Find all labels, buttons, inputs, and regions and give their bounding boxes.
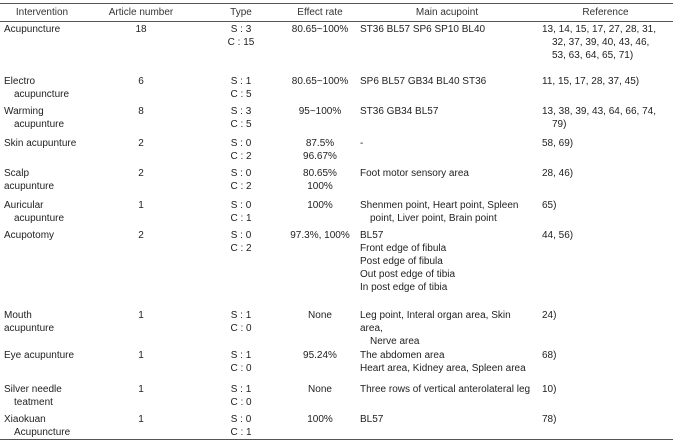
- intervention-cell: [0, 22, 84, 74]
- main-acupoint-cell-line: BL57: [360, 229, 384, 241]
- type-cell-line: C : 5: [230, 88, 252, 100]
- article-number-cell-line: 1: [138, 349, 144, 361]
- article-number-cell-line: 1: [138, 413, 144, 425]
- intervention-cell: [0, 136, 84, 166]
- effect-rate-cell-line: 80.65~100%: [291, 24, 349, 35]
- type-cell: [198, 228, 284, 308]
- main-acupoint-cell: [356, 382, 538, 412]
- reference-cell: [538, 228, 673, 308]
- intervention-cell-line: acupuncture: [14, 88, 70, 100]
- type-cell-line: S : 1: [230, 75, 252, 87]
- intervention-cell-line: Electro: [4, 75, 36, 87]
- effect-rate-cell-line: 80.65%: [303, 167, 337, 179]
- article-number-cell: [84, 22, 198, 74]
- reference-cell-line: 32, 37, 39, 40, 43, 46,: [552, 37, 650, 48]
- type-cell-line: C : 0: [230, 396, 252, 408]
- header-intervention: Intervention: [0, 4, 84, 22]
- intervention-cell-line: Auricular: [4, 199, 44, 211]
- main-acupoint-cell: [356, 166, 538, 198]
- effect-rate-cell: [284, 382, 356, 412]
- main-acupoint-cell-line: Foot motor sensory area: [360, 167, 469, 179]
- effect-rate-cell-line: 87.5%: [305, 137, 335, 149]
- article-number-cell: [84, 104, 198, 136]
- main-acupoint-cell: [356, 412, 538, 440]
- article-number-cell: [84, 228, 198, 308]
- main-acupoint-cell-line: Three rows of vertical anterolateral leg: [360, 383, 531, 395]
- table-row: [0, 22, 673, 74]
- main-acupoint-cell-line: BL57: [360, 413, 384, 425]
- main-acupoint-cell: [356, 228, 538, 308]
- effect-rate-cell: [284, 22, 356, 74]
- reference-cell: [538, 104, 673, 136]
- table-row: [0, 198, 673, 228]
- effect-rate-cell: [284, 198, 356, 228]
- main-acupoint-cell: [356, 22, 538, 74]
- header-effect-rate: Effect rate: [284, 4, 356, 22]
- main-acupoint-cell: [356, 104, 538, 136]
- intervention-cell-line: acupunture: [14, 118, 65, 130]
- type-cell-line: C : 2: [230, 150, 252, 162]
- effect-rate-cell-line: 95.24%: [303, 349, 337, 361]
- type-cell-line: C : 0: [230, 362, 252, 374]
- type-cell: [198, 74, 284, 104]
- header-reference: Reference: [538, 4, 673, 22]
- intervention-cell-line: Eye acupunture: [4, 349, 75, 361]
- main-acupoint-cell-line: Shenmen point, Heart point, Spleen: [360, 199, 519, 211]
- intervention-cell-line: Silver needle: [4, 383, 62, 395]
- type-cell: [198, 166, 284, 198]
- type-cell-line: S : 3: [230, 105, 252, 117]
- effect-rate-cell: [284, 74, 356, 104]
- reference-cell: [538, 348, 673, 382]
- article-number-cell: [84, 308, 198, 348]
- main-acupoint-cell-line: Nerve area: [370, 335, 420, 347]
- article-number-cell-line: 18: [135, 24, 147, 35]
- article-number-cell-line: 2: [138, 229, 144, 241]
- main-acupoint-cell-line: SP6 BL57 GB34 BL40 ST36: [360, 75, 487, 87]
- effect-rate-cell: [284, 348, 356, 382]
- type-cell-line: S : 1: [230, 383, 252, 395]
- reference-cell: [538, 22, 673, 74]
- intervention-cell: [0, 104, 84, 136]
- intervention-cell: [0, 74, 84, 104]
- type-cell-line: C : 15: [227, 37, 255, 48]
- intervention-cell-line: acupunture: [14, 212, 65, 224]
- effect-rate-cell: [284, 166, 356, 198]
- effect-rate-cell: [284, 412, 356, 440]
- type-cell-line: C : 1: [230, 212, 252, 224]
- effect-rate-cell-line: 100%: [307, 413, 333, 425]
- reference-cell-line: 78): [542, 413, 557, 425]
- header-article-number: Article number: [84, 4, 198, 22]
- effect-rate-cell-line: 100%: [307, 180, 333, 192]
- intervention-cell-line: Acupuncture: [4, 24, 61, 35]
- intervention-cell-line: Acupotomy: [4, 229, 55, 241]
- intervention-cell: [0, 166, 84, 198]
- intervention-cell-line: Acupuncture: [14, 426, 71, 438]
- article-number-cell-line: 2: [138, 167, 144, 179]
- main-acupoint-cell: [356, 198, 538, 228]
- type-cell-line: C : 2: [230, 180, 252, 192]
- article-number-cell-line: 1: [138, 199, 144, 211]
- reference-cell: [538, 308, 673, 348]
- main-acupoint-cell-line: Heart area, Kidney area, Spleen area: [360, 362, 526, 374]
- type-cell-line: S : 0: [230, 229, 252, 241]
- table-row: [0, 228, 673, 308]
- reference-cell-line: 10): [542, 383, 557, 395]
- type-cell: [198, 382, 284, 412]
- effect-rate-cell-line: None: [308, 383, 332, 395]
- intervention-cell-line: Xiaokuan: [4, 413, 46, 425]
- article-number-cell-line: 2: [138, 137, 144, 149]
- reference-cell-line: 13, 38, 39, 43, 64, 66, 74,: [542, 105, 656, 117]
- main-acupoint-cell-line: point, Liver point, Brain point: [370, 212, 497, 224]
- type-cell-line: S : 0: [230, 199, 252, 211]
- type-cell-line: S : 0: [230, 137, 252, 149]
- intervention-cell: [0, 348, 84, 382]
- effect-rate-cell-line: None: [308, 309, 332, 321]
- article-number-cell: [84, 166, 198, 198]
- effect-rate-cell-line: 80.65~100%: [291, 75, 349, 87]
- type-cell-line: S : 0: [230, 413, 252, 425]
- effect-rate-cell: [284, 136, 356, 166]
- main-acupoint-cell-line: Front edge of fibula: [360, 242, 447, 254]
- reference-cell-line: 44, 56): [542, 229, 574, 241]
- main-acupoint-cell-line: ST36 BL57 SP6 SP10 BL40: [360, 24, 486, 35]
- main-acupoint-cell-line: -: [360, 137, 364, 149]
- table-row: [0, 412, 673, 440]
- intervention-cell-line: Scalp acupunture: [4, 167, 55, 192]
- type-cell-line: C : 5: [230, 118, 252, 130]
- reference-cell-line: 65): [542, 199, 557, 211]
- intervention-cell-line: Warming: [4, 105, 44, 117]
- article-number-cell: [84, 198, 198, 228]
- type-cell: [198, 22, 284, 74]
- table-row: [0, 348, 673, 382]
- reference-cell: [538, 198, 673, 228]
- type-cell-line: C : 0: [230, 322, 252, 334]
- main-acupoint-cell-line: ST36 GB34 BL57: [360, 105, 439, 117]
- article-number-cell-line: 8: [138, 105, 144, 117]
- table-row: [0, 136, 673, 166]
- reference-cell-line: 28, 46): [542, 167, 574, 179]
- main-acupoint-cell: [356, 348, 538, 382]
- reference-cell: [538, 136, 673, 166]
- type-cell-line: C : 1: [230, 426, 252, 438]
- header-main-acupoint: Main acupoint: [356, 4, 538, 22]
- main-acupoint-cell-line: The abdomen area: [360, 349, 445, 361]
- table-row: [0, 308, 673, 348]
- type-cell-line: C : 2: [230, 242, 252, 254]
- effect-rate-cell: [284, 228, 356, 308]
- type-cell-line: S : 1: [230, 349, 252, 361]
- article-number-cell-line: 1: [138, 309, 144, 321]
- intervention-cell-line: Skin acupunture: [4, 137, 77, 149]
- article-number-cell: [84, 382, 198, 412]
- type-cell-line: S : 0: [230, 167, 252, 179]
- intervention-cell: [0, 308, 84, 348]
- type-cell: [198, 136, 284, 166]
- effect-rate-cell-line: 100%: [307, 199, 333, 211]
- reference-cell-line: 68): [542, 349, 557, 361]
- type-cell: [198, 412, 284, 440]
- reference-cell-line: 58, 69): [542, 137, 574, 149]
- reference-cell: [538, 74, 673, 104]
- intervention-cell: [0, 412, 84, 440]
- main-acupoint-cell-line: Leg point, Interal organ area, Skin area,: [360, 309, 514, 334]
- type-cell-line: S : 1: [230, 309, 252, 321]
- main-acupoint-cell-line: Out post edge of tibia: [360, 268, 456, 280]
- effect-rate-cell-line: 97.3%, 100%: [290, 229, 350, 241]
- effect-rate-cell: [284, 308, 356, 348]
- reference-cell: [538, 412, 673, 440]
- type-cell: [198, 308, 284, 348]
- article-number-cell: [84, 348, 198, 382]
- table-row: [0, 382, 673, 412]
- reference-cell-line: 53, 63, 64, 65, 71): [552, 50, 634, 61]
- main-acupoint-cell-line: Post edge of fibula: [360, 255, 443, 267]
- effect-rate-cell-line: 96.67%: [303, 150, 337, 162]
- intervention-cell: [0, 198, 84, 228]
- intervention-cell-line: Mouth acupunture: [4, 309, 55, 334]
- effect-rate-cell-line: 95~100%: [298, 105, 342, 117]
- header-type: Type: [198, 4, 284, 22]
- reference-cell: [538, 382, 673, 412]
- article-number-cell-line: 1: [138, 383, 144, 395]
- main-acupoint-cell: [356, 74, 538, 104]
- effect-rate-cell: [284, 104, 356, 136]
- type-cell: [198, 348, 284, 382]
- reference-cell: [538, 166, 673, 198]
- reference-cell-line: 24): [542, 309, 557, 321]
- acupuncture-intervention-table: [0, 3, 673, 440]
- intervention-cell: [0, 228, 84, 308]
- table-row: [0, 166, 673, 198]
- type-cell: [198, 198, 284, 228]
- table-header-row: [0, 4, 673, 22]
- article-number-cell: [84, 412, 198, 440]
- article-number-cell: [84, 136, 198, 166]
- article-number-cell-line: 6: [138, 75, 144, 87]
- main-acupoint-cell: [356, 308, 538, 348]
- reference-cell-line: 79): [552, 118, 567, 130]
- intervention-cell-line: teatment: [14, 396, 53, 408]
- article-number-cell: [84, 74, 198, 104]
- intervention-cell: [0, 382, 84, 412]
- reference-cell-line: 13, 14, 15, 17, 27, 28, 31,: [542, 24, 656, 35]
- type-cell-line: S : 3: [230, 24, 252, 35]
- type-cell: [198, 104, 284, 136]
- reference-cell-line: 11, 15, 17, 28, 37, 45): [542, 75, 640, 87]
- table-row: [0, 104, 673, 136]
- main-acupoint-cell-line: In post edge of tibia: [360, 281, 448, 293]
- table-row: [0, 74, 673, 104]
- main-acupoint-cell: [356, 136, 538, 166]
